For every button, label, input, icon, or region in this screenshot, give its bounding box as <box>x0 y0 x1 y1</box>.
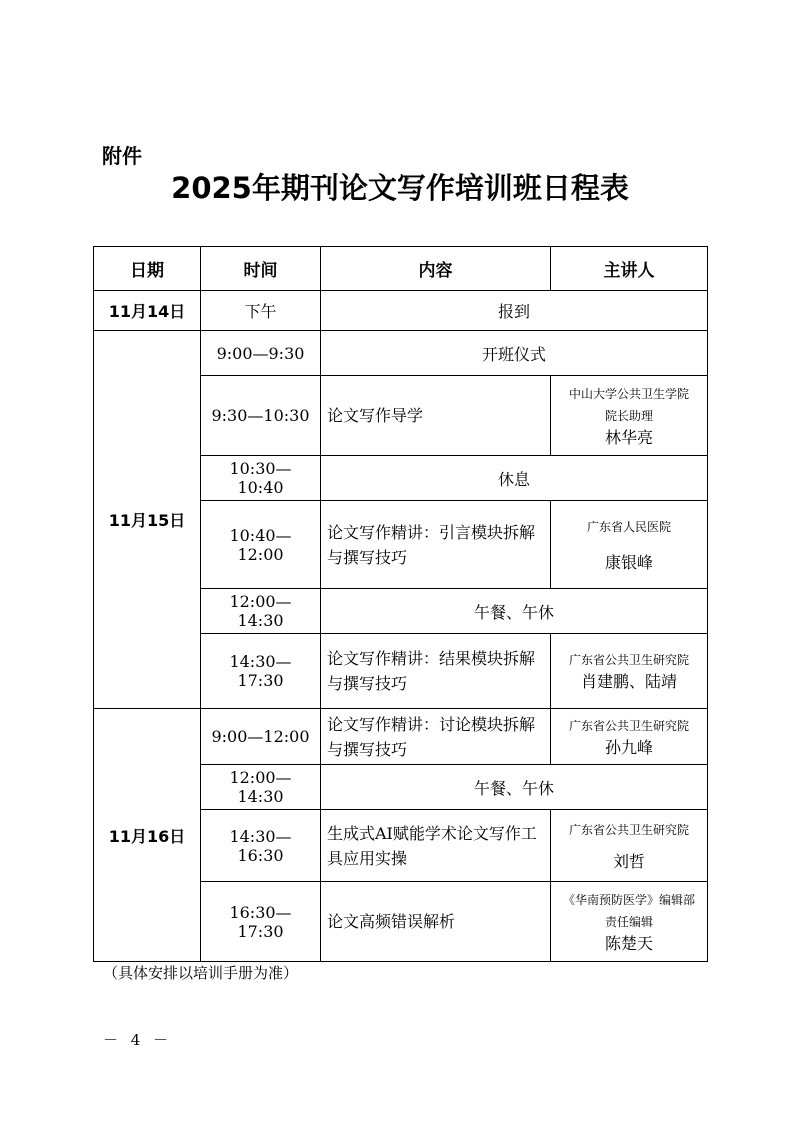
schedule-table <box>93 246 708 962</box>
speaker-cell <box>551 709 708 765</box>
time-cell: 9:00—12:00 <box>201 709 321 765</box>
header-time: 时间 <box>201 247 321 291</box>
date-cell: 11月15日 <box>94 331 201 709</box>
speaker-org: 广东省公共卫生研究院 <box>568 822 689 837</box>
time-cell: 10:40—12:00 <box>201 501 321 589</box>
time-cell: 下午 <box>201 291 321 331</box>
speaker-cell <box>551 376 708 456</box>
speaker-name: 刘哲 <box>612 851 645 871</box>
speaker-org: 《华南预防医学》编辑部 <box>562 892 695 907</box>
table-row <box>94 291 708 331</box>
time-cell: 14:30—16:30 <box>201 810 321 882</box>
attachment-label: 附件 <box>102 144 142 168</box>
speaker-cell <box>551 882 708 962</box>
date-cell: 11月14日 <box>94 291 201 331</box>
content-cell: 休息 <box>321 456 708 501</box>
content-cell: 午餐、午休 <box>321 765 708 810</box>
content-cell: 报到 <box>321 291 708 331</box>
time-cell: 9:00—9:30 <box>201 331 321 376</box>
speaker-cell <box>551 810 708 882</box>
speaker-org: 中山大学公共卫生学院 <box>568 386 689 401</box>
content-cell: 论文写作精讲：结果模块拆解与撰写技巧 <box>321 634 551 709</box>
content-cell: 开班仪式 <box>321 331 708 376</box>
time-cell: 12:00—14:30 <box>201 765 321 810</box>
time-cell: 9:30—10:30 <box>201 376 321 456</box>
speaker-name: 陈楚天 <box>604 933 653 953</box>
time-cell: 16:30—17:30 <box>201 882 321 962</box>
content-cell: 论文写作精讲：引言模块拆解与撰写技巧 <box>321 501 551 589</box>
header-date: 日期 <box>94 247 201 291</box>
table-header-row <box>94 247 708 291</box>
speaker-role: 院长助理 <box>604 408 653 423</box>
speaker-cell <box>551 634 708 709</box>
content-cell: 论文写作导学 <box>321 376 551 456</box>
header-content: 内容 <box>321 247 551 291</box>
speaker-cell <box>551 501 708 589</box>
speaker-name: 康银峰 <box>604 552 653 572</box>
speaker-name: 肖建鹏、陆靖 <box>580 672 677 691</box>
content-cell: 午餐、午休 <box>321 589 708 634</box>
content-cell: 论文高频错误解析 <box>321 882 551 962</box>
footnote: （具体安排以培训手册为准） <box>103 964 299 982</box>
speaker-name: 孙九峰 <box>604 737 653 757</box>
table-row <box>94 709 708 765</box>
content-cell: 生成式AI赋能学术论文写作工具应用实操 <box>321 810 551 882</box>
header-speaker: 主讲人 <box>551 247 708 291</box>
document-title: 2025年期刊论文写作培训班日程表 <box>171 171 629 205</box>
speaker-name: 林华亮 <box>604 427 653 447</box>
speaker-org: 广东省人民医院 <box>586 519 671 534</box>
speaker-org: 广东省公共卫生研究院 <box>568 718 689 733</box>
time-cell: 14:30—17:30 <box>201 634 321 709</box>
time-cell: 10:30—10:40 <box>201 456 321 501</box>
page-number: － 4 － <box>103 1031 173 1049</box>
speaker-role: 责任编辑 <box>604 914 653 929</box>
date-cell: 11月16日 <box>94 709 201 962</box>
content-cell: 论文写作精讲：讨论模块拆解与撰写技巧 <box>321 709 551 765</box>
time-cell: 12:00—14:30 <box>201 589 321 634</box>
table-row <box>94 331 708 376</box>
speaker-org: 广东省公共卫生研究院 <box>568 653 689 667</box>
